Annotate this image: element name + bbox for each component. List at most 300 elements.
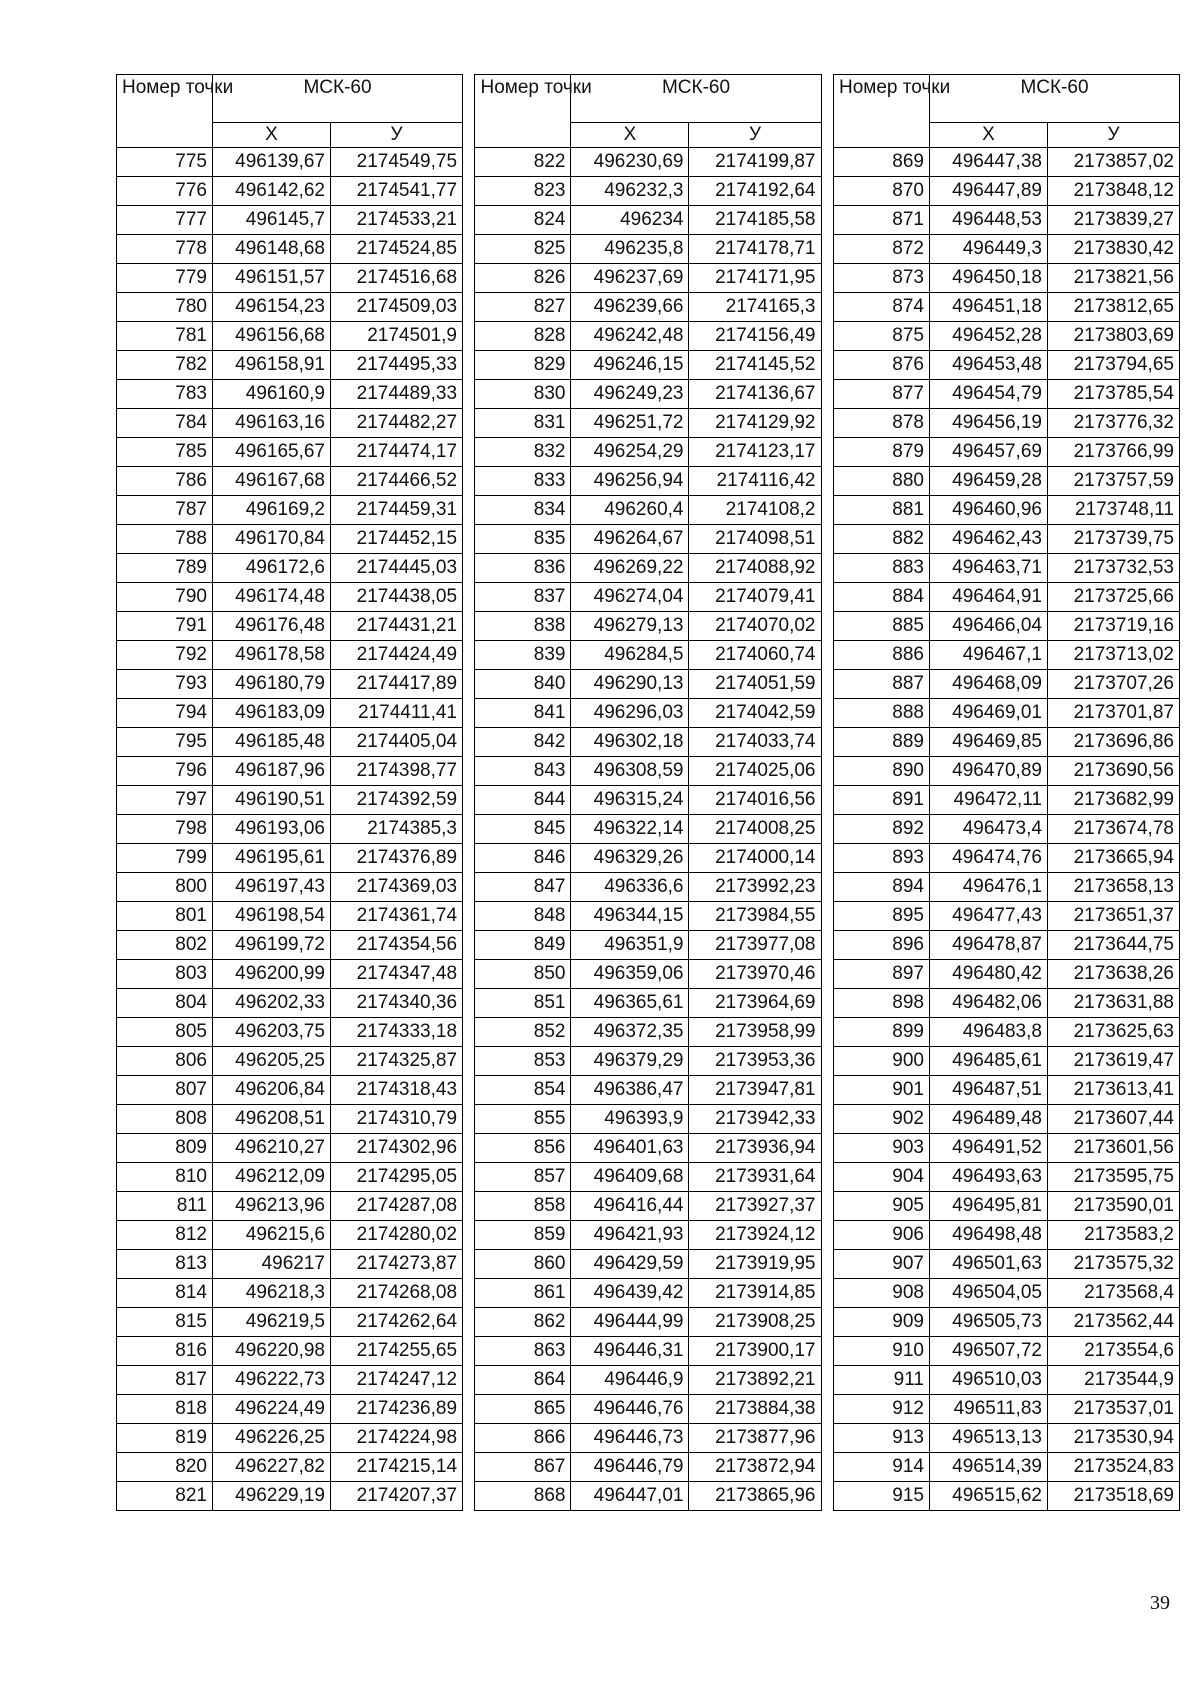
table-row <box>117 293 463 322</box>
point-number-cell: 816 <box>117 1337 213 1366</box>
table-row <box>833 438 1179 467</box>
point-number-cell: 830 <box>475 380 571 409</box>
table-row <box>475 728 821 757</box>
point-number-cell: 869 <box>833 148 929 177</box>
table-row <box>833 293 1179 322</box>
x-axis-header: X <box>929 123 1047 148</box>
point-number-cell: 834 <box>475 496 571 525</box>
table-row <box>117 612 463 641</box>
point-number-cell: 843 <box>475 757 571 786</box>
table-row <box>117 728 463 757</box>
table-row <box>117 873 463 902</box>
y-coordinate-cell: 2174392,59 <box>331 786 463 815</box>
y-coordinate-cell: 2174268,08 <box>331 1279 463 1308</box>
table-row <box>833 467 1179 496</box>
x-coordinate-cell: 496498,48 <box>929 1221 1047 1250</box>
y-coordinate-cell: 2174060,74 <box>689 641 821 670</box>
table-row <box>833 873 1179 902</box>
point-number-cell: 841 <box>475 699 571 728</box>
point-number-cell: 805 <box>117 1018 213 1047</box>
table-row <box>833 235 1179 264</box>
x-coordinate-cell: 496336,6 <box>571 873 689 902</box>
point-number-cell: 904 <box>833 1163 929 1192</box>
y-coordinate-cell: 2173821,56 <box>1047 264 1179 293</box>
point-number-cell: 782 <box>117 351 213 380</box>
point-number-cell: 790 <box>117 583 213 612</box>
table-row <box>117 496 463 525</box>
x-coordinate-cell: 496322,14 <box>571 815 689 844</box>
table-body <box>833 148 1179 1511</box>
y-coordinate-cell: 2173568,4 <box>1047 1279 1179 1308</box>
coordinate-system-header: МСК-60 <box>213 75 463 123</box>
point-number-cell: 889 <box>833 728 929 757</box>
table-row <box>833 496 1179 525</box>
point-number-cell: 903 <box>833 1134 929 1163</box>
point-number-cell: 887 <box>833 670 929 699</box>
point-number-cell: 865 <box>475 1395 571 1424</box>
y-coordinate-cell: 2174108,2 <box>689 496 821 525</box>
table-row <box>475 1482 821 1511</box>
x-coordinate-cell: 496467,1 <box>929 641 1047 670</box>
table-row <box>833 989 1179 1018</box>
point-number-cell: 877 <box>833 380 929 409</box>
table-row <box>833 148 1179 177</box>
point-number-cell: 798 <box>117 815 213 844</box>
x-coordinate-cell: 496212,09 <box>213 1163 331 1192</box>
x-coordinate-cell: 496158,91 <box>213 351 331 380</box>
x-coordinate-cell: 496446,31 <box>571 1337 689 1366</box>
x-coordinate-cell: 496480,42 <box>929 960 1047 989</box>
table-row <box>833 583 1179 612</box>
point-number-cell: 878 <box>833 409 929 438</box>
x-coordinate-cell: 496203,75 <box>213 1018 331 1047</box>
point-number-cell: 862 <box>475 1308 571 1337</box>
table-body <box>117 148 463 1511</box>
table-row <box>833 264 1179 293</box>
point-number-cell: 818 <box>117 1395 213 1424</box>
x-coordinate-cell: 496142,62 <box>213 177 331 206</box>
y-coordinate-cell: 2173707,26 <box>1047 670 1179 699</box>
y-coordinate-cell: 2173964,69 <box>689 989 821 1018</box>
y-coordinate-cell: 2174340,36 <box>331 989 463 1018</box>
table-row <box>117 1047 463 1076</box>
x-coordinate-cell: 496463,71 <box>929 554 1047 583</box>
point-number-cell: 849 <box>475 931 571 960</box>
point-number-cell: 879 <box>833 438 929 467</box>
table-row <box>833 641 1179 670</box>
y-coordinate-cell: 2173537,01 <box>1047 1395 1179 1424</box>
y-coordinate-cell: 2174398,77 <box>331 757 463 786</box>
y-coordinate-cell: 2174424,49 <box>331 641 463 670</box>
point-number-header: Номер точки <box>117 75 213 148</box>
point-number-cell: 809 <box>117 1134 213 1163</box>
y-coordinate-cell: 2174192,64 <box>689 177 821 206</box>
y-coordinate-cell: 2173785,54 <box>1047 380 1179 409</box>
table-row <box>475 815 821 844</box>
y-coordinate-cell: 2174079,41 <box>689 583 821 612</box>
point-number-cell: 812 <box>117 1221 213 1250</box>
x-coordinate-cell: 496448,53 <box>929 206 1047 235</box>
x-coordinate-cell: 496451,18 <box>929 293 1047 322</box>
point-number-cell: 810 <box>117 1163 213 1192</box>
y-coordinate-cell: 2174310,79 <box>331 1105 463 1134</box>
y-coordinate-cell: 2174098,51 <box>689 525 821 554</box>
table-row <box>475 235 821 264</box>
point-number-cell: 874 <box>833 293 929 322</box>
y-coordinate-cell: 2174000,14 <box>689 844 821 873</box>
point-number-cell: 910 <box>833 1337 929 1366</box>
x-coordinate-cell: 496447,38 <box>929 148 1047 177</box>
coordinate-system-header: МСК-60 <box>929 75 1179 123</box>
point-number-cell: 901 <box>833 1076 929 1105</box>
y-coordinate-cell: 2173977,08 <box>689 931 821 960</box>
point-number-cell: 799 <box>117 844 213 873</box>
y-coordinate-cell: 2173518,69 <box>1047 1482 1179 1511</box>
point-number-cell: 806 <box>117 1047 213 1076</box>
y-coordinate-cell: 2173631,88 <box>1047 989 1179 1018</box>
table-row <box>833 1366 1179 1395</box>
table-row <box>117 641 463 670</box>
point-number-cell: 827 <box>475 293 571 322</box>
table-row <box>117 1105 463 1134</box>
table-row <box>117 786 463 815</box>
x-coordinate-cell: 496198,54 <box>213 902 331 931</box>
table-row <box>475 1250 821 1279</box>
point-number-cell: 868 <box>475 1482 571 1511</box>
table-row <box>833 1453 1179 1482</box>
table-row <box>475 438 821 467</box>
x-coordinate-cell: 496229,19 <box>213 1482 331 1511</box>
y-coordinate-cell: 2173766,99 <box>1047 438 1179 467</box>
x-coordinate-cell: 496501,63 <box>929 1250 1047 1279</box>
table-row <box>833 1482 1179 1511</box>
y-coordinate-cell: 2173575,32 <box>1047 1250 1179 1279</box>
x-coordinate-cell: 496474,76 <box>929 844 1047 873</box>
table-row <box>117 525 463 554</box>
table-row <box>117 322 463 351</box>
table-row <box>833 206 1179 235</box>
y-coordinate-cell: 2174354,56 <box>331 931 463 960</box>
table-row <box>117 1453 463 1482</box>
x-coordinate-cell: 496217 <box>213 1250 331 1279</box>
y-coordinate-cell: 2174236,89 <box>331 1395 463 1424</box>
x-coordinate-cell: 496495,81 <box>929 1192 1047 1221</box>
table-row <box>475 699 821 728</box>
x-coordinate-cell: 496232,3 <box>571 177 689 206</box>
x-coordinate-cell: 496296,03 <box>571 699 689 728</box>
x-coordinate-cell: 496507,72 <box>929 1337 1047 1366</box>
y-coordinate-cell: 2174207,37 <box>331 1482 463 1511</box>
coordinates-table-1 <box>116 74 463 1511</box>
point-number-cell: 876 <box>833 351 929 380</box>
y-coordinate-cell: 2174361,74 <box>331 902 463 931</box>
point-number-cell: 885 <box>833 612 929 641</box>
y-coordinate-cell: 2173674,78 <box>1047 815 1179 844</box>
y-coordinate-cell: 2173696,86 <box>1047 728 1179 757</box>
point-number-cell: 828 <box>475 322 571 351</box>
point-number-cell: 795 <box>117 728 213 757</box>
table-row <box>833 757 1179 786</box>
y-coordinate-cell: 2173524,83 <box>1047 1453 1179 1482</box>
point-number-cell: 803 <box>117 960 213 989</box>
x-coordinate-cell: 496421,93 <box>571 1221 689 1250</box>
y-coordinate-cell: 2173562,44 <box>1047 1308 1179 1337</box>
y-coordinate-cell: 2174165,3 <box>689 293 821 322</box>
table-row <box>475 1308 821 1337</box>
y-coordinate-cell: 2174145,52 <box>689 351 821 380</box>
y-coordinate-cell: 2173794,65 <box>1047 351 1179 380</box>
x-coordinate-cell: 496290,13 <box>571 670 689 699</box>
point-number-cell: 789 <box>117 554 213 583</box>
table-row <box>117 438 463 467</box>
point-number-cell: 906 <box>833 1221 929 1250</box>
point-number-cell: 821 <box>117 1482 213 1511</box>
x-coordinate-cell: 496359,06 <box>571 960 689 989</box>
y-coordinate-cell: 2173748,11 <box>1047 496 1179 525</box>
table-row <box>475 641 821 670</box>
x-coordinate-cell: 496197,43 <box>213 873 331 902</box>
x-coordinate-cell: 496213,96 <box>213 1192 331 1221</box>
point-number-cell: 829 <box>475 351 571 380</box>
x-coordinate-cell: 496469,85 <box>929 728 1047 757</box>
y-coordinate-cell: 2174273,87 <box>331 1250 463 1279</box>
y-coordinate-cell: 2174178,71 <box>689 235 821 264</box>
table-row <box>475 844 821 873</box>
table-row <box>117 1279 463 1308</box>
y-coordinate-cell: 2174070,02 <box>689 612 821 641</box>
x-coordinate-cell: 496429,59 <box>571 1250 689 1279</box>
y-coordinate-cell: 2173803,69 <box>1047 322 1179 351</box>
point-number-cell: 893 <box>833 844 929 873</box>
point-number-cell: 815 <box>117 1308 213 1337</box>
y-coordinate-cell: 2173947,81 <box>689 1076 821 1105</box>
table-row <box>475 931 821 960</box>
x-coordinate-cell: 496446,76 <box>571 1395 689 1424</box>
y-coordinate-cell: 2173658,13 <box>1047 873 1179 902</box>
x-coordinate-cell: 496165,67 <box>213 438 331 467</box>
table-row <box>117 757 463 786</box>
x-coordinate-cell: 496183,09 <box>213 699 331 728</box>
point-number-cell: 858 <box>475 1192 571 1221</box>
point-number-cell: 900 <box>833 1047 929 1076</box>
y-coordinate-cell: 2173942,33 <box>689 1105 821 1134</box>
point-number-cell: 914 <box>833 1453 929 1482</box>
y-coordinate-cell: 2173877,96 <box>689 1424 821 1453</box>
x-coordinate-cell: 496447,89 <box>929 177 1047 206</box>
y-coordinate-cell: 2174156,49 <box>689 322 821 351</box>
x-coordinate-cell: 496172,6 <box>213 554 331 583</box>
point-number-cell: 902 <box>833 1105 929 1134</box>
x-coordinate-cell: 496151,57 <box>213 264 331 293</box>
y-coordinate-cell: 2173839,27 <box>1047 206 1179 235</box>
table-row <box>117 1308 463 1337</box>
table-row <box>117 235 463 264</box>
point-number-cell: 853 <box>475 1047 571 1076</box>
y-coordinate-cell: 2173701,87 <box>1047 699 1179 728</box>
x-coordinate-cell: 496169,2 <box>213 496 331 525</box>
point-number-cell: 871 <box>833 206 929 235</box>
y-coordinate-cell: 2173583,2 <box>1047 1221 1179 1250</box>
x-coordinate-cell: 496416,44 <box>571 1192 689 1221</box>
x-coordinate-cell: 496242,48 <box>571 322 689 351</box>
y-coordinate-cell: 2173732,53 <box>1047 554 1179 583</box>
point-number-cell: 836 <box>475 554 571 583</box>
point-number-cell: 855 <box>475 1105 571 1134</box>
y-coordinate-cell: 2173908,25 <box>689 1308 821 1337</box>
y-coordinate-cell: 2173984,55 <box>689 902 821 931</box>
x-coordinate-cell: 496220,98 <box>213 1337 331 1366</box>
point-number-cell: 859 <box>475 1221 571 1250</box>
y-coordinate-cell: 2173914,85 <box>689 1279 821 1308</box>
point-number-cell: 860 <box>475 1250 571 1279</box>
table-row <box>117 177 463 206</box>
x-coordinate-cell: 496210,27 <box>213 1134 331 1163</box>
point-number-cell: 833 <box>475 467 571 496</box>
y-coordinate-cell: 2173625,63 <box>1047 1018 1179 1047</box>
point-number-cell: 811 <box>117 1192 213 1221</box>
point-number-header: Номер точки <box>475 75 571 148</box>
table-row <box>833 1047 1179 1076</box>
x-coordinate-cell: 496351,9 <box>571 931 689 960</box>
point-number-cell: 846 <box>475 844 571 873</box>
point-number-cell: 825 <box>475 235 571 264</box>
y-coordinate-cell: 2174051,59 <box>689 670 821 699</box>
point-number-cell: 895 <box>833 902 929 931</box>
y-coordinate-cell: 2174255,65 <box>331 1337 463 1366</box>
table-row <box>475 1221 821 1250</box>
y-coordinate-cell: 2173992,23 <box>689 873 821 902</box>
coordinate-system-header: МСК-60 <box>571 75 821 123</box>
x-coordinate-cell: 496218,3 <box>213 1279 331 1308</box>
x-coordinate-cell: 496446,9 <box>571 1366 689 1395</box>
x-coordinate-cell: 496246,15 <box>571 351 689 380</box>
table-row <box>833 612 1179 641</box>
x-coordinate-cell: 496170,84 <box>213 525 331 554</box>
y-coordinate-cell: 2174509,03 <box>331 293 463 322</box>
table-row <box>117 351 463 380</box>
point-number-cell: 892 <box>833 815 929 844</box>
x-axis-header: X <box>571 123 689 148</box>
point-number-cell: 783 <box>117 380 213 409</box>
x-coordinate-cell: 496365,61 <box>571 989 689 1018</box>
x-coordinate-cell: 496329,26 <box>571 844 689 873</box>
point-number-cell: 832 <box>475 438 571 467</box>
x-coordinate-cell: 496190,51 <box>213 786 331 815</box>
x-coordinate-cell: 496139,67 <box>213 148 331 177</box>
table-row <box>833 960 1179 989</box>
point-number-cell: 800 <box>117 873 213 902</box>
x-coordinate-cell: 496178,58 <box>213 641 331 670</box>
point-number-cell: 837 <box>475 583 571 612</box>
point-number-cell: 787 <box>117 496 213 525</box>
y-coordinate-cell: 2173544,9 <box>1047 1366 1179 1395</box>
y-coordinate-cell: 2173665,94 <box>1047 844 1179 873</box>
table-row <box>117 1018 463 1047</box>
point-number-cell: 891 <box>833 786 929 815</box>
y-coordinate-cell: 2173682,99 <box>1047 786 1179 815</box>
table-row <box>117 1395 463 1424</box>
x-coordinate-cell: 496269,22 <box>571 554 689 583</box>
y-coordinate-cell: 2173857,02 <box>1047 148 1179 177</box>
table-row <box>475 670 821 699</box>
x-coordinate-cell: 496466,04 <box>929 612 1047 641</box>
x-coordinate-cell: 496457,69 <box>929 438 1047 467</box>
table-row <box>117 1366 463 1395</box>
y-coordinate-cell: 2174347,48 <box>331 960 463 989</box>
point-number-cell: 850 <box>475 960 571 989</box>
table-row <box>117 815 463 844</box>
y-coordinate-cell: 2174495,33 <box>331 351 463 380</box>
x-coordinate-cell: 496302,18 <box>571 728 689 757</box>
table-row <box>833 409 1179 438</box>
table-row <box>475 1105 821 1134</box>
x-coordinate-cell: 496393,9 <box>571 1105 689 1134</box>
table-row <box>475 612 821 641</box>
table-row <box>117 264 463 293</box>
table-row <box>833 844 1179 873</box>
table-row <box>475 1366 821 1395</box>
table-row <box>117 380 463 409</box>
x-coordinate-cell: 496478,87 <box>929 931 1047 960</box>
y-coordinate-cell: 2173953,36 <box>689 1047 821 1076</box>
table-row <box>833 1395 1179 1424</box>
y-coordinate-cell: 2173607,44 <box>1047 1105 1179 1134</box>
point-number-cell: 776 <box>117 177 213 206</box>
x-coordinate-cell: 496226,25 <box>213 1424 331 1453</box>
y-coordinate-cell: 2174280,02 <box>331 1221 463 1250</box>
table-row <box>117 554 463 583</box>
y-coordinate-cell: 2173970,46 <box>689 960 821 989</box>
table-row <box>475 554 821 583</box>
y-coordinate-cell: 2174459,31 <box>331 496 463 525</box>
x-coordinate-cell: 496464,91 <box>929 583 1047 612</box>
point-number-cell: 897 <box>833 960 929 989</box>
point-number-cell: 894 <box>833 873 929 902</box>
y-coordinate-cell: 2174466,52 <box>331 467 463 496</box>
x-coordinate-cell: 496239,66 <box>571 293 689 322</box>
x-coordinate-cell: 496222,73 <box>213 1366 331 1395</box>
table-row <box>117 467 463 496</box>
point-number-cell: 851 <box>475 989 571 1018</box>
y-coordinate-cell: 2174224,98 <box>331 1424 463 1453</box>
table-row <box>475 1047 821 1076</box>
table-row <box>833 1424 1179 1453</box>
x-axis-header: X <box>213 123 331 148</box>
x-coordinate-cell: 496409,68 <box>571 1163 689 1192</box>
x-coordinate-cell: 496447,01 <box>571 1482 689 1511</box>
y-coordinate-cell: 2173865,96 <box>689 1482 821 1511</box>
x-coordinate-cell: 496315,24 <box>571 786 689 815</box>
table-row <box>117 931 463 960</box>
x-coordinate-cell: 496470,89 <box>929 757 1047 786</box>
table-row <box>117 1163 463 1192</box>
coordinate-tables <box>116 74 1180 1511</box>
x-coordinate-cell: 496264,67 <box>571 525 689 554</box>
table-row <box>833 1134 1179 1163</box>
table-row <box>117 1337 463 1366</box>
y-coordinate-cell: 2174445,03 <box>331 554 463 583</box>
point-number-cell: 854 <box>475 1076 571 1105</box>
x-coordinate-cell: 496372,35 <box>571 1018 689 1047</box>
x-coordinate-cell: 496401,63 <box>571 1134 689 1163</box>
y-coordinate-cell: 2174008,25 <box>689 815 821 844</box>
y-coordinate-cell: 2173530,94 <box>1047 1424 1179 1453</box>
point-number-cell: 915 <box>833 1482 929 1511</box>
y-coordinate-cell: 2174369,03 <box>331 873 463 902</box>
x-coordinate-cell: 496235,8 <box>571 235 689 264</box>
table-row <box>833 815 1179 844</box>
table-row <box>475 322 821 351</box>
